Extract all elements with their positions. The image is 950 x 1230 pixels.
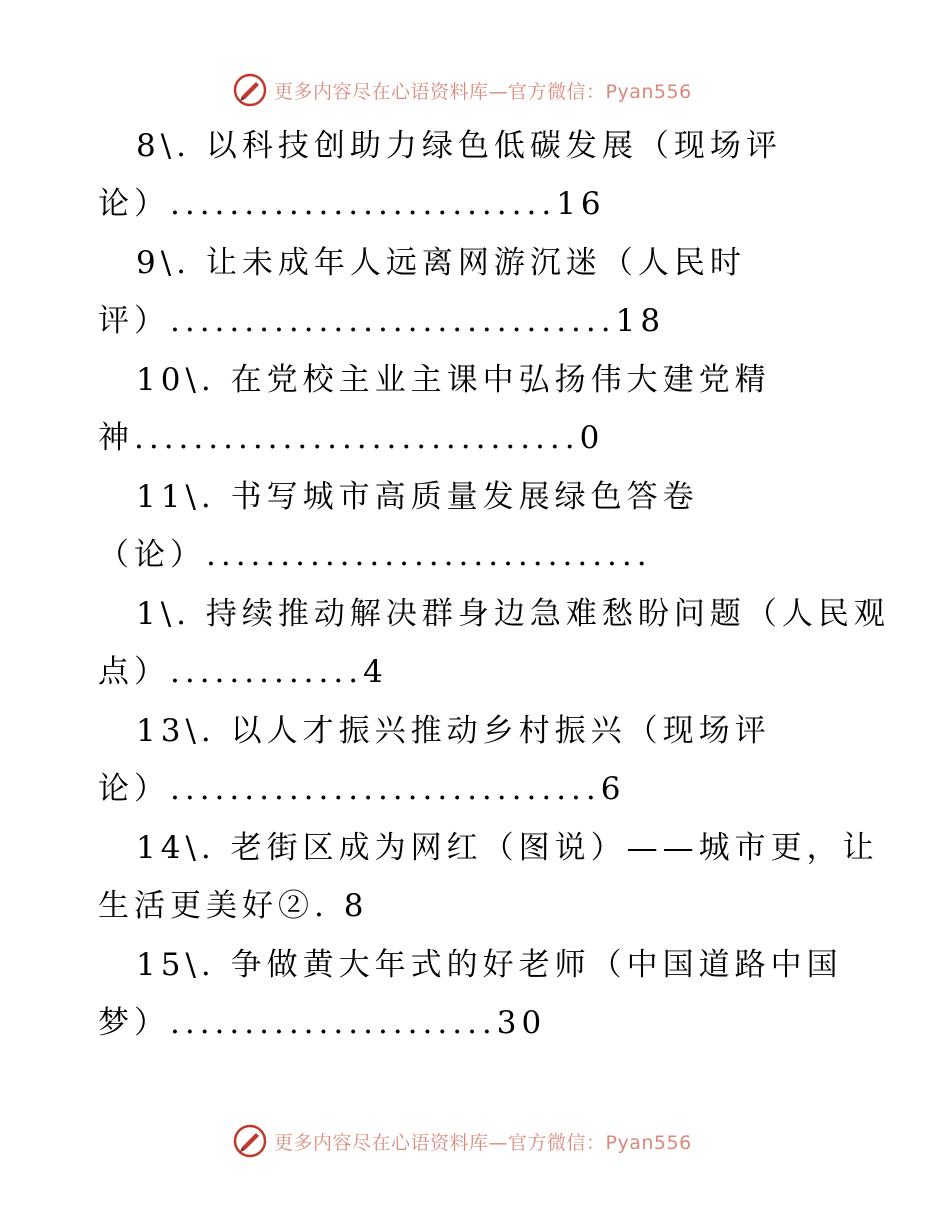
toc-entry-title: 10\. 在党校主业主课中弘扬伟大建党精: [136, 362, 771, 398]
toc-entry-continuation: 论）..........................16: [98, 186, 606, 222]
toc-entry[interactable]: [0, 118, 950, 235]
toc-entry-title: 11\. 书写城市高质量发展绿色答卷: [136, 479, 699, 515]
toc-entry-continuation: 点）.............4: [98, 654, 388, 690]
watermark-header: [232, 70, 722, 110]
toc-entry-title: 8\. 以科技创助力绿色低碳发展（现场评: [136, 128, 782, 164]
watermark-text: 更多内容尽在心语资料库—官方微信：Pyan556: [274, 80, 692, 103]
toc-entry-title: 1\. 持续推动解决群身边急难愁盼问题（人民观: [136, 596, 890, 632]
toc-entry[interactable]: [0, 586, 950, 703]
toc-entry-continuation: 评）..............................18: [98, 303, 666, 339]
toc-entry-continuation: 生活更美好②. 8: [98, 888, 369, 924]
toc-entry-continuation: 论）.............................6: [98, 771, 626, 807]
toc-entry[interactable]: [0, 937, 950, 1054]
pen-logo-icon: [232, 1123, 268, 1159]
toc-entry-continuation: 梦）......................30: [98, 1005, 547, 1041]
toc-entry[interactable]: [0, 820, 950, 937]
toc-entry-title: 9\. 让未成年人远离网游沉迷（人民时: [136, 245, 746, 281]
toc-entry[interactable]: [0, 469, 950, 586]
toc-entry-continuation: 神..............................0: [98, 420, 605, 456]
watermark-footer: [232, 1121, 722, 1161]
toc-entry-continuation: （论）..............................: [98, 537, 652, 573]
toc-entry-title: 15\. 争做黄大年式的好老师（中国道路中国: [136, 947, 843, 983]
pen-logo-icon: [232, 72, 268, 108]
toc-entry[interactable]: [0, 235, 950, 352]
table-of-contents: [0, 118, 950, 1054]
watermark-text: 更多内容尽在心语资料库—官方微信：Pyan556: [274, 1131, 692, 1154]
toc-entry[interactable]: [0, 703, 950, 820]
toc-entry-title: 14\. 老街区成为网红（图说）——城市更，让: [136, 830, 879, 866]
toc-entry-title: 13\. 以人才振兴推动乡村振兴（现场评: [136, 713, 771, 749]
toc-entry[interactable]: [0, 352, 950, 469]
